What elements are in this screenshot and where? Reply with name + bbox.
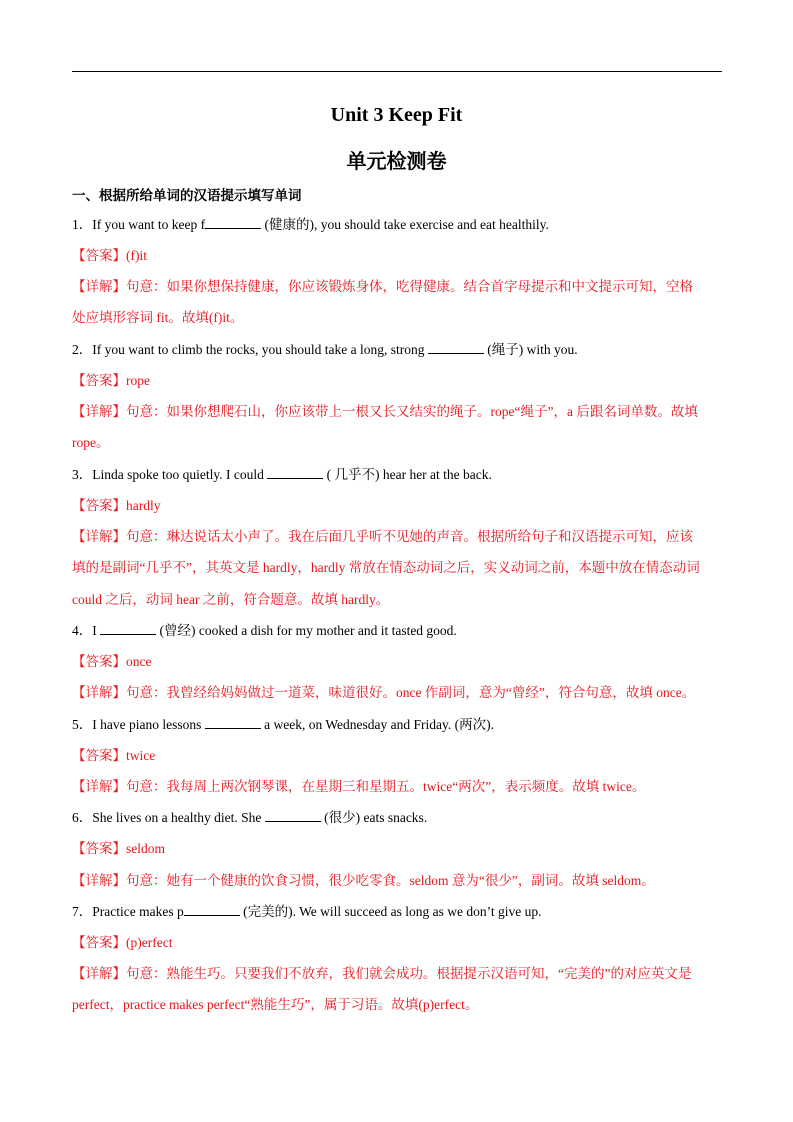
question-text: a week, on Wednesday and Friday. (两次). — [260, 717, 494, 732]
question-text: 5．I have piano lessons — [72, 717, 205, 732]
question-5 — [72, 709, 724, 740]
explanation-7-line-1: 【详解】句意：熟能生巧。只要我们不放弃，我们就会成功。根据提示汉语可知，“完美的”的对应英文是 — [72, 966, 692, 981]
explanation-1-line-2: 处应填形容词 fit。故填(f)it。 — [72, 310, 244, 325]
question-7 — [72, 896, 724, 927]
question-text: (完美的). We will succeed as long as we don’t give up. — [239, 904, 542, 919]
question-text: ( 几乎不) hear her at the back. — [323, 467, 492, 482]
question-text: 6．She lives on a healthy diet. She — [72, 810, 265, 825]
answer-blank — [267, 466, 323, 479]
explanation-1-line-1: 【详解】句意：如果你想保持健康，你应该锻炼身体，吃得健康。结合首字母提示和中文提示可知，空格 — [72, 279, 693, 294]
answer-7: 【答案】(p)erfect — [72, 935, 173, 950]
answer-blank — [265, 809, 321, 822]
question-text: 3．Linda spoke too quietly. I could — [72, 467, 268, 482]
question-text: (曾经) cooked a dish for my mother and it tasted good. — [156, 623, 457, 638]
answer-1: 【答案】(f)it — [72, 248, 147, 263]
explanation-4-line-1: 【详解】句意：我曾经给妈妈做过一道菜，味道很好。once 作副词，意为“曾经”，符合句意，故填 once。 — [72, 685, 696, 700]
header-rule — [72, 71, 722, 72]
answer-3: 【答案】hardly — [72, 498, 161, 513]
answer-5: 【答案】twice — [72, 748, 156, 763]
question-text: (绳子) with you. — [483, 342, 578, 357]
answer-4: 【答案】once — [72, 654, 152, 669]
answer-blank — [100, 622, 156, 635]
explanation-5-line-1: 【详解】句意：我每周上两次钢琴课，在星期三和星期五。twice“两次”，表示频度。故填 twice。 — [72, 779, 646, 794]
question-2 — [72, 334, 724, 365]
question-3 — [72, 459, 724, 490]
question-4 — [72, 615, 724, 646]
question-text: (健康的), you should take exercise and eat healthily. — [261, 217, 549, 232]
explanation-6-line-1: 【详解】句意：她有一个健康的饮食习惯，很少吃零食。seldom 意为“很少”，副词。故填 seldom。 — [72, 873, 655, 888]
explanation-2-line-2: rope。 — [72, 435, 110, 450]
question-text: 2．If you want to climb the rocks, you should take a long, strong — [72, 342, 428, 357]
answer-blank — [205, 216, 261, 229]
question-text: 4．I — [72, 623, 101, 638]
question-6 — [72, 802, 724, 833]
question-text: 1．If you want to keep f — [72, 217, 206, 232]
question-1 — [72, 209, 724, 240]
answer-blank — [184, 903, 240, 916]
answer-blank — [428, 341, 484, 354]
answer-blank — [205, 716, 261, 729]
document-subtitle: 单元检测卷 — [346, 149, 447, 173]
explanation-7-line-2: perfect，practice makes perfect“熟能生巧”，属于习语。故填(p)erfect。 — [72, 997, 479, 1012]
answer-6: 【答案】seldom — [72, 841, 165, 856]
explanation-2-line-1: 【详解】句意：如果你想爬石山，你应该带上一根又长又结实的绳子。rope“绳子”，a 后跟名词单数。故填 — [72, 404, 698, 419]
document-title: Unit 3 Keep Fit — [330, 104, 463, 126]
explanation-3-line-3: could 之后，动词 hear 之前，符合题意。故填 hardly。 — [72, 592, 390, 607]
answer-2: 【答案】rope — [72, 373, 150, 388]
question-text: (很少) eats snacks. — [320, 810, 428, 825]
explanation-3-line-2: 填的是副词“几乎不”，其英文是 hardly，hardly 常放在情态动词之后，实义动词之前，本题中放在情态动词 — [72, 560, 700, 575]
section-heading: 一、根据所给单词的汉语提示填写单词 — [72, 188, 302, 204]
explanation-3-line-1: 【详解】句意：琳达说话太小声了。我在后面几乎听不见她的声音。根据所给句子和汉语提示可知，应该 — [72, 529, 693, 544]
question-text: 7．Practice makes p — [72, 904, 184, 919]
